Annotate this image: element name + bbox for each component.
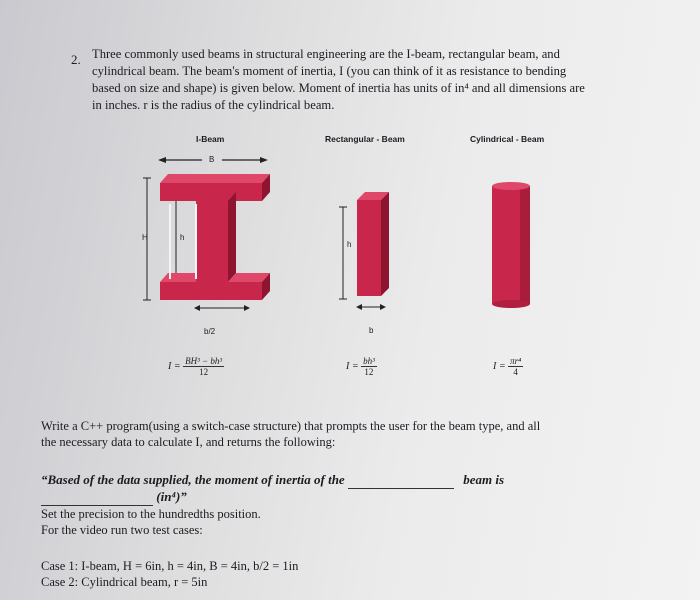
rect-formula xyxy=(346,356,377,377)
ibeam-label-H: H xyxy=(142,233,148,242)
precision-instruction: Set the precision to the hundredths position. xyxy=(41,507,261,521)
intro-line: in inches. r is the radius of the cylindrical beam. xyxy=(92,98,335,112)
test-case-2: Case 2: Cylindrical beam, r = 5in xyxy=(41,575,208,589)
intro-line: Three commonly used beams in structural engineering are the I-beam, rectangular beam, and xyxy=(92,47,560,61)
formula-denominator: 12 xyxy=(199,367,209,377)
rect-beam-b-dimension xyxy=(356,304,386,310)
ibeam-web-dimension xyxy=(172,198,180,279)
rect-beam-shape xyxy=(357,192,389,296)
test-case-1: Case 1: I-beam, H = 6in, h = 4in, B = 4in, b/2 = 1in xyxy=(41,559,299,573)
task-line-1: Write a C++ program(using a switch-case structure) that prompts the user for the beam type, and all xyxy=(41,419,541,433)
rect-label-b: b xyxy=(369,326,374,335)
output-text-c: (in⁴)” xyxy=(156,489,187,504)
formula-denominator: 4 xyxy=(513,367,518,377)
rect-label-h: h xyxy=(347,240,352,249)
output-text-a: “Based of the data supplied, the moment of inertia of the xyxy=(41,472,345,487)
ibeam-formula xyxy=(168,356,224,377)
ibeam-b2-dimension xyxy=(194,305,250,311)
output-template-line-2 xyxy=(41,488,187,506)
ibeam-label-b2: b/2 xyxy=(204,327,216,336)
output-blank xyxy=(41,488,153,506)
formula-denominator: 12 xyxy=(364,367,374,377)
ibeam-header: I-Beam xyxy=(196,134,225,144)
formula-numerator: bh³ xyxy=(363,356,375,366)
output-text-b: beam is xyxy=(463,472,505,487)
output-blank xyxy=(348,471,454,489)
cyl-formula xyxy=(493,356,523,377)
formula-lhs: I = xyxy=(168,360,181,372)
formula-lhs: I = xyxy=(346,360,359,372)
task-line-2: the necessary data to calculate I, and returns the following: xyxy=(41,435,336,449)
ibeam-label-B: B xyxy=(209,155,215,164)
formula-lhs: I = xyxy=(493,360,506,372)
intro-line: based on size and shape) is given below. Moment of inertia has units of in⁴ and all dimensions are xyxy=(92,81,585,95)
output-template-line-1 xyxy=(41,471,504,489)
cyl-beam-header: Cylindrical - Beam xyxy=(470,134,545,144)
rect-beam-h-dimension xyxy=(339,207,347,299)
question-number: 2. xyxy=(71,52,81,67)
video-instruction: For the video run two test cases: xyxy=(41,523,203,537)
cyl-beam-shape xyxy=(492,182,530,308)
intro-line: cylindrical beam. The beam's moment of inertia, I (you can think of it as resistance to bending xyxy=(92,64,567,78)
ibeam-label-h: h xyxy=(180,233,185,242)
rect-beam-header: Rectangular - Beam xyxy=(325,134,405,144)
formula-numerator: BH³ − bh³ xyxy=(185,356,223,366)
formula-numerator: πr⁴ xyxy=(510,356,522,366)
